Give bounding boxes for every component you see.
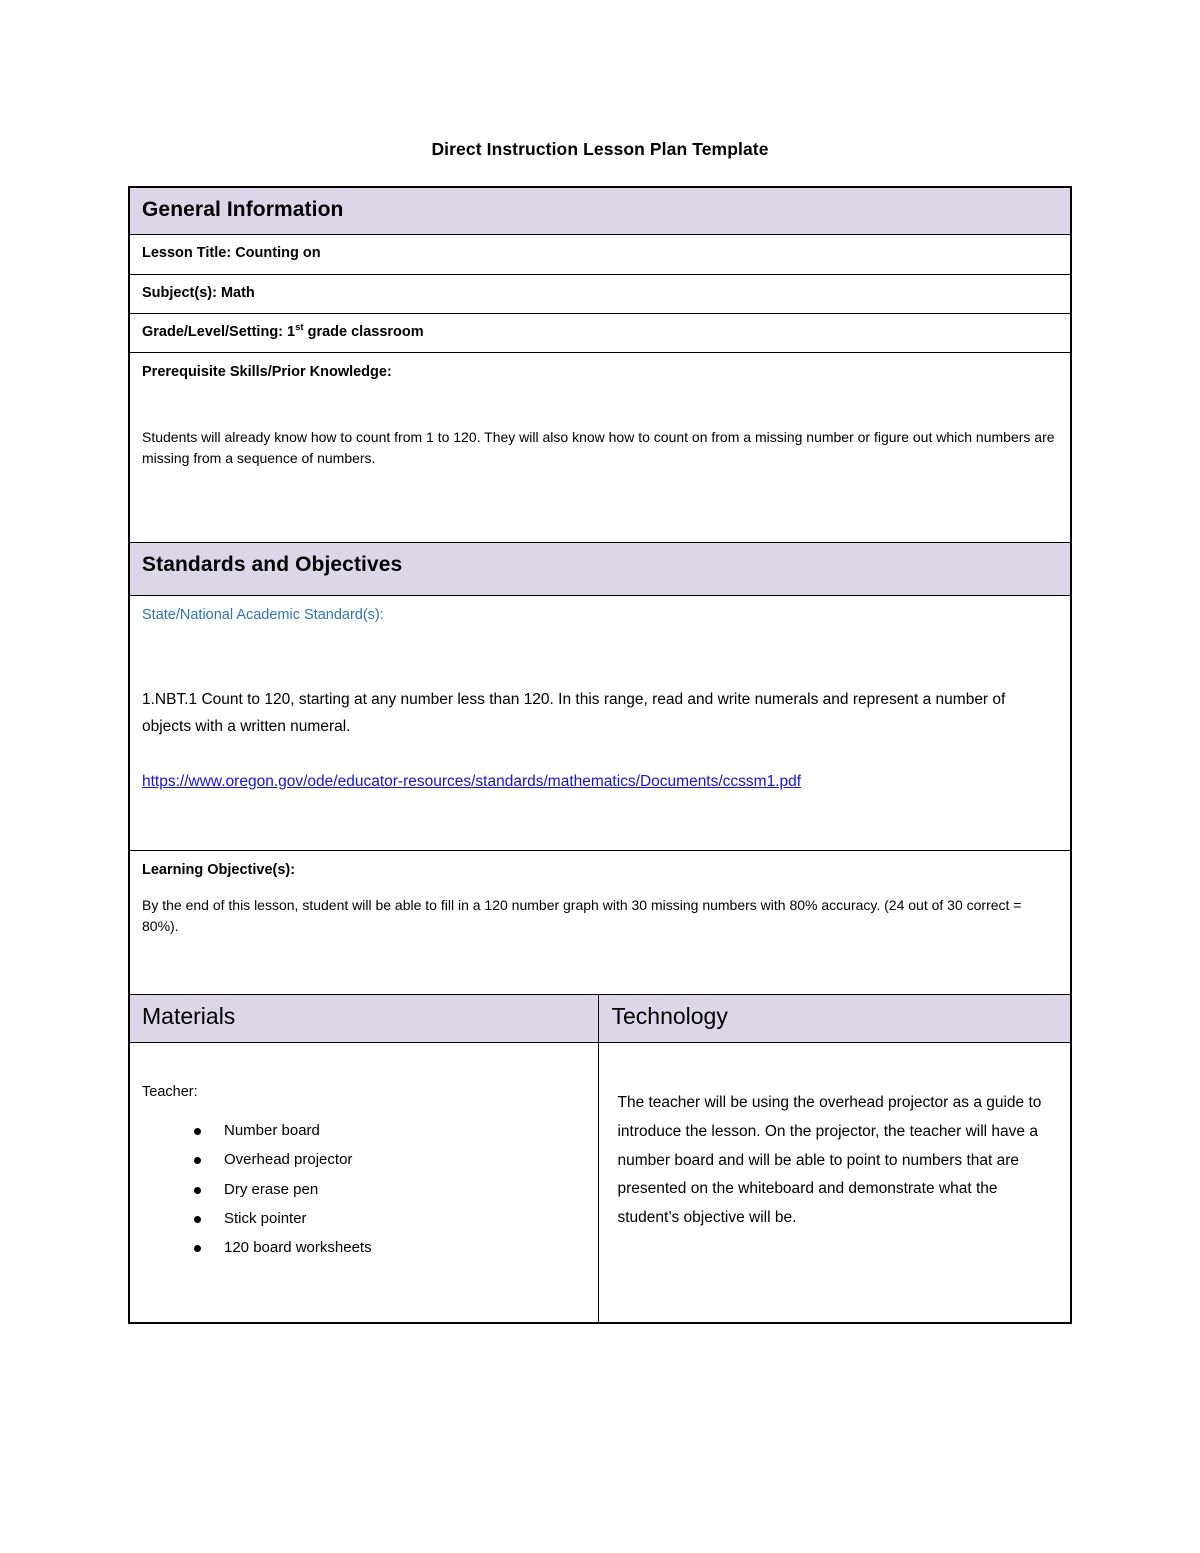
list-item: Overhead projector [194,1145,586,1174]
section-header-technology: Technology [599,994,1071,1042]
table-row-state-national-standard [129,596,1071,851]
field-lesson-title: Lesson Title: Counting on [129,235,1071,274]
label-state-national-standard: State/National Academic Standard(s): [142,607,384,624]
table-row-grade-level-setting [129,313,1071,352]
table-row-standards-objectives-header [129,543,1071,596]
spacer [142,381,1058,427]
table-row-learning-objectives [129,851,1071,995]
section-header-general-information: General Information [129,187,1071,235]
text-technology: The teacher will be using the overhead projector as a guide to introduce the lesson. On the projector, the teacher will have a number board and will be able to point to numbers that are presented on the whiteboard and demonstrate what the student’s objective will be. [617,1094,1042,1226]
page-title: Direct Instruction Lesson Plan Template [431,139,769,159]
text-prerequisite-skills: Students will already know how to count from 1 to 120. They will also know how to count on from a missing number or figure out which numbers are missing from a sequence of numbers. [142,429,1055,466]
table-row-materials-technology-body [129,1043,1071,1324]
field-subjects: Subject(s): Math [129,274,1071,313]
cell-learning-objectives [129,851,1071,995]
lesson-plan-table [128,186,1072,1324]
label-learning-objectives: Learning Objective(s): [142,862,296,879]
label-prerequisite-skills: Prerequisite Skills/Prior Knowledge: [142,364,392,381]
spacer [142,741,1058,771]
label-teacher-materials: Teacher: [142,1084,198,1101]
table-row-general-information-header [129,187,1071,235]
list-item: Number board [194,1116,586,1145]
spacer [142,936,1058,982]
spacer [142,879,1058,895]
list-item: Stick pointer [194,1204,586,1233]
grade-ordinal-suffix: st [295,322,304,334]
text-learning-objectives: By the end of this lesson, student will be able to fill in a 120 number graph with 30 missing numbers with 80% accuracy. (24 out of 30 correct = 80%). [142,897,1022,934]
table-row-materials-technology-header [129,994,1071,1042]
standards-document-link[interactable]: https://www.oregon.gov/ode/educator-resources/standards/mathematics/Documents/ccssm1.pdf [142,772,802,790]
list-item: 120 board worksheets [194,1233,586,1262]
cell-state-national-standard [129,596,1071,851]
spacer [142,624,1058,686]
cell-materials [129,1043,599,1324]
cell-technology [599,1043,1071,1324]
list-item: Dry erase pen [194,1175,586,1204]
materials-list [142,1116,586,1262]
table-row-lesson-title [129,235,1071,274]
text-academic-standard: 1.NBT.1 Count to 120, starting at any number less than 120. In this range, read and write numerals and represent a number of objects with a written numeral. [142,691,1006,736]
grade-label-text: Grade/Level/Setting: 1 [142,323,296,340]
field-grade-level-setting [129,313,1071,352]
section-header-materials: Materials [129,994,599,1042]
table-row-prerequisite-skills [129,353,1071,543]
section-header-standards-and-objectives: Standards and Objectives [129,543,1071,596]
cell-prerequisite-skills [129,353,1071,543]
spacer [142,792,1058,838]
table-row-subjects [129,274,1071,313]
spacer [142,468,1058,530]
grade-remainder-text: grade classroom [303,323,424,340]
